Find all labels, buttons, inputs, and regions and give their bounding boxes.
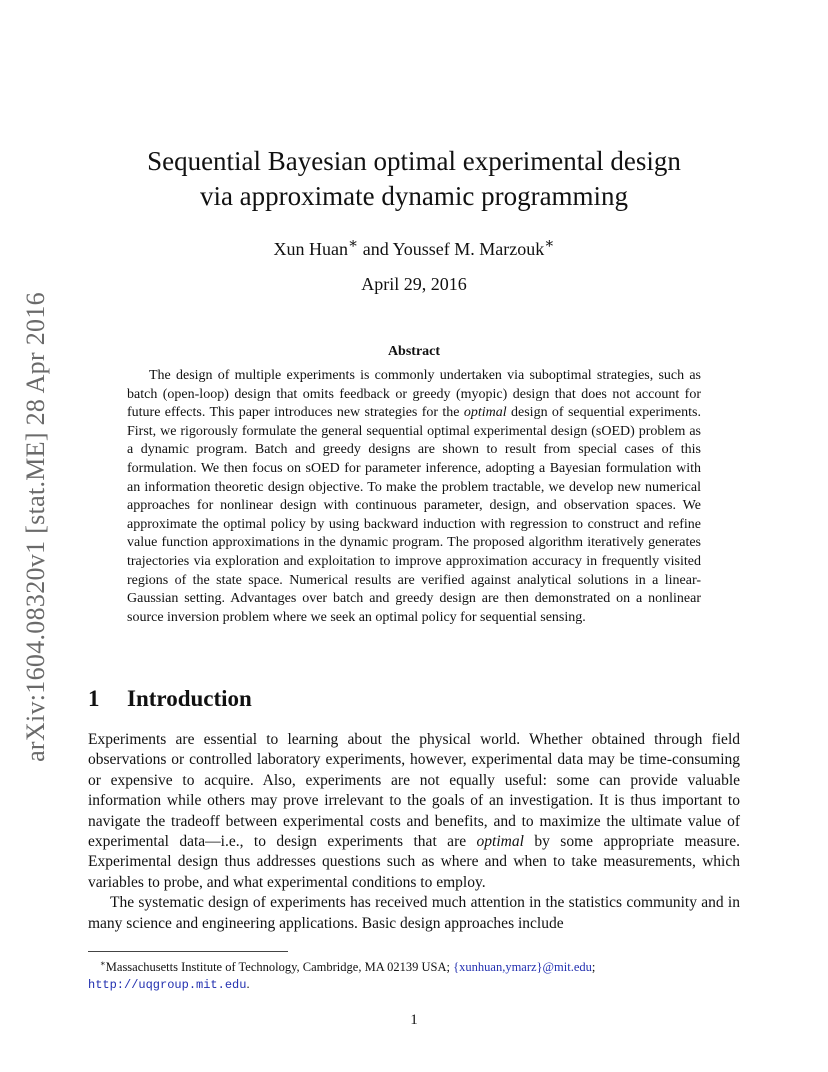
abstract-heading: Abstract (387, 344, 441, 359)
section-heading (88, 686, 252, 712)
footnote-mark: ∗ (100, 958, 106, 968)
section-number: 1 (88, 686, 100, 711)
paper-title (88, 144, 740, 214)
author-name: Xun Huan (273, 239, 349, 259)
paragraph-text: Experiments are essential to learning about the physical world. Whether obtained through field observations or controlled laboratory experiments, however, experimental data may be time-consuming or expensive to acquire. Also, experiments are not equally useful: some can provide valuable information while others may prove irrelevant to the goals of an investigation. It is thus important to navigate the tradeoff between experimental costs and benefits, and to maximize the ultimate value of experimental data—i.e., to design experiments that are (88, 731, 740, 851)
author-name: Youssef M. Marzouk (392, 239, 545, 259)
affiliation-mark: ∗ (348, 236, 359, 252)
page-number: 1 (410, 1012, 418, 1028)
paragraph-text: by some appropriate measure. Experimental design thus addresses questions such as where and when to take measurements, which variables to probe, and what experimental conditions to employ. (88, 833, 740, 891)
abstract-text: design of sequential experiments. First, we rigorously formulate the general sequential optimal experimental design (sOED) problem as a dynamic program. Batch and greedy designs are shown to result from special cases of this formulation. We then focus on sOED for parameter inference, adopting a Bayesian formulation with an information theoretic design objective. To make the problem tractable, we develop new numerical approaches for nonlinear design with continuous parameter, design, and observation spaces. We approximate the optimal policy by using backward induction with regression to construct and refine value function approximations in the dynamic program. The proposed algorithm iteratively generates trajectories via exploration and exploitation to improve approximation accuracy in frequently visited regions of the state space. Numerical results are verified against analytical solutions in a linear-Gaussian setting. Advantages over batch and greedy design are then demonstrated on a nonlinear source inversion problem where we seek an optimal policy for sequential sensing. (127, 405, 701, 625)
arxiv-identifier: arXiv:1604.08320v1 [stat.ME] 28 Apr 2016 (21, 292, 50, 762)
footnote-separator: ; (591, 960, 596, 975)
introduction-body (88, 730, 740, 934)
paper-date: April 29, 2016 (361, 274, 467, 294)
affiliation-mark: ∗ (544, 236, 555, 252)
paragraph (88, 730, 740, 893)
title-line-1: Sequential Bayesian optimal experimental design (147, 146, 681, 176)
title-line-2: via approximate dynamic programming (199, 181, 629, 211)
abstract-emphasis: optimal (463, 405, 507, 421)
email-link[interactable]: {xunhuan,ymarz}@mit.edu (453, 960, 592, 975)
website-link[interactable]: http://uqgroup.mit.edu (88, 977, 247, 992)
paragraph-emphasis: optimal (476, 833, 524, 851)
footnote-rule (88, 951, 288, 952)
footnote-end: . (246, 976, 250, 991)
author-list (88, 232, 740, 261)
footnote-text: Massachusetts Institute of Technology, Cambridge, MA 02139 USA; (105, 960, 454, 975)
abstract-body (127, 367, 701, 627)
author-connector: and (358, 239, 393, 259)
footnote (88, 955, 740, 993)
abstract-text: The design of multiple experiments is commonly undertaken via suboptimal strategies, such as batch (open-loop) design that omits feedback or greedy (myopic) design that does not account for future effects. This paper introduces new strategies for the (127, 368, 701, 421)
paragraph: The systematic design of experiments has received much attention in the statistics community and in many science and engineering applications. Basic design approaches include (88, 894, 740, 932)
section-title: Introduction (127, 686, 252, 711)
